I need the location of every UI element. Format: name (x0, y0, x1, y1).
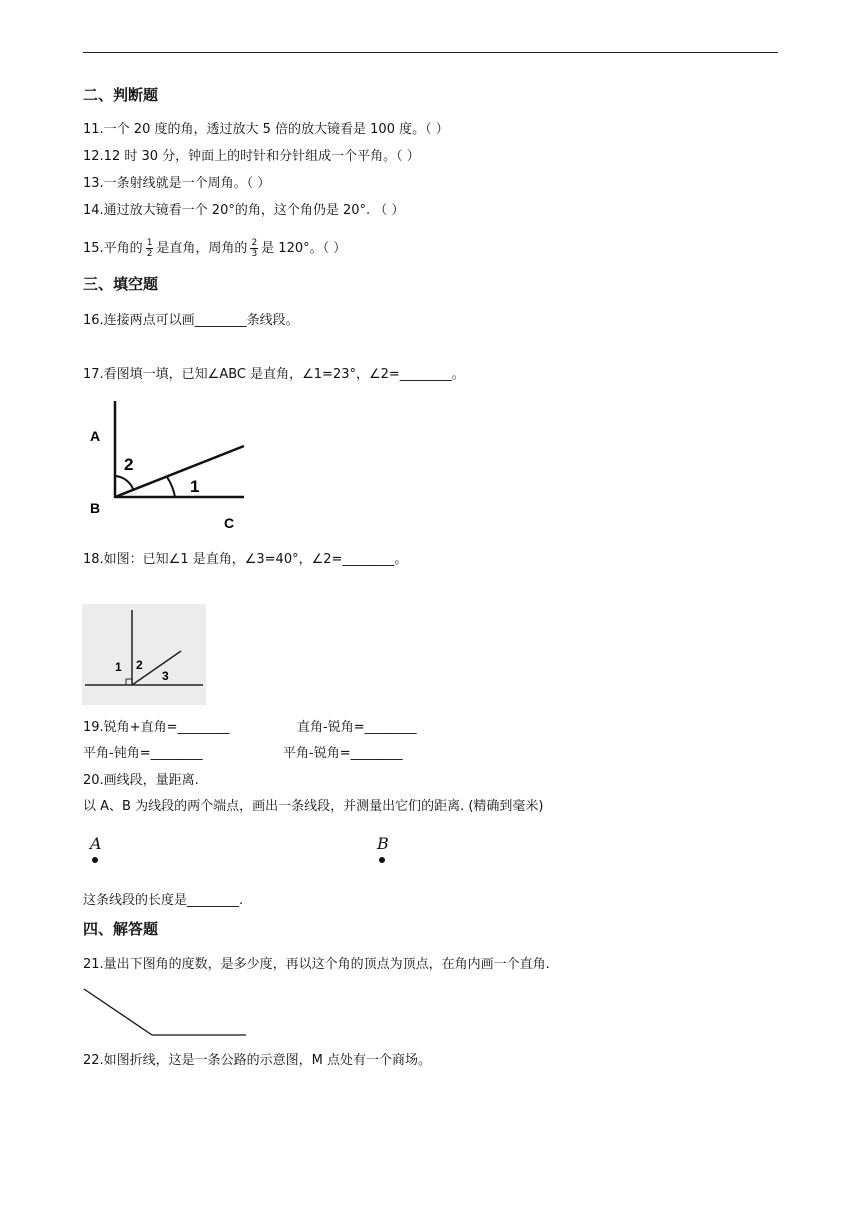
right-angle-mark (126, 679, 132, 685)
figure-18-angles (82, 604, 206, 705)
header-rule (83, 52, 778, 53)
label-angle-1: 1 (115, 660, 122, 674)
question-17: 17.看图填一填，已知∠ABC 是直角，∠1=23°，∠2=________。 (83, 367, 465, 382)
question-21: 21.量出下图角的度数，是多少度，再以这个角的顶点为顶点，在角内画一个直角. (83, 957, 550, 972)
question-19-b: 直角-锐角=________ (297, 720, 417, 735)
question-13: 13.一条射线就是一个周角。（ ） (83, 176, 271, 191)
question-14: 14.通过放大镜看一个 20°的角，这个角仍是 20°. （ ） (83, 203, 405, 218)
label-angle-1: 1 (190, 477, 200, 496)
label-angle-2: 2 (124, 455, 134, 474)
arc-angle-2 (115, 476, 133, 489)
question-18: 18.如图：已知∠1 是直角，∠3=40°，∠2=________。 (83, 552, 408, 567)
figure-21-svg (82, 984, 252, 1040)
ray-middle (115, 446, 244, 497)
question-15-part2: 是直角，周角的 (156, 241, 248, 256)
question-22: 22.如图折线，这是一条公路的示意图，M 点处有一个商场。 (83, 1053, 432, 1068)
point-b-label: B (377, 834, 389, 853)
figure-18-svg (82, 604, 206, 705)
question-15-part3: 是 120°。（ ） (261, 241, 347, 256)
label-angle-2: 2 (136, 658, 143, 672)
label-a: A (90, 428, 101, 444)
point-b-dot (379, 857, 385, 863)
section-title-fill: 三、填空题 (83, 275, 159, 293)
question-20-instruction: 以 A、B 为线段的两个端点，画出一条线段，并测量出它们的距离. (精确到毫米) (83, 799, 544, 814)
fraction-two-thirds: $\frac{2}{3}$ (251, 238, 258, 259)
figure-21-angle (82, 984, 252, 1040)
question-20-answer: 这条线段的长度是________. (83, 893, 244, 908)
question-19-c: 平角-钝角=________ (83, 746, 203, 761)
angle-ray-slanted (84, 989, 152, 1035)
figure-17-angle-abc (82, 396, 252, 536)
label-c: C (224, 515, 235, 531)
question-11: 11.一个 20 度的角，透过放大 5 倍的放大镜看是 100 度。（ ） (83, 122, 449, 137)
arc-angle-1 (167, 477, 175, 497)
label-angle-3: 3 (162, 669, 169, 683)
point-a-label: A (90, 834, 102, 853)
point-a-dot (92, 857, 98, 863)
question-12: 12.12 时 30 分，钟面上的时针和分针组成一个平角。（ ） (83, 149, 420, 164)
section-title-answer: 四、解答题 (83, 920, 159, 938)
question-19-a: 19.锐角+直角=________ (83, 720, 230, 735)
question-15 (83, 236, 346, 262)
label-b: B (90, 500, 101, 516)
question-16: 16.连接两点可以画________条线段。 (83, 313, 299, 328)
question-19-d: 平角-锐角=________ (283, 746, 403, 761)
figure-17-svg (82, 396, 252, 536)
question-20-title: 20.画线段，量距离. (83, 773, 199, 788)
section-title-judge: 二、判断题 (83, 86, 159, 104)
question-15-part1: 15.平角的 (83, 241, 143, 256)
fraction-one-half: $\frac{1}{2}$ (146, 238, 153, 259)
